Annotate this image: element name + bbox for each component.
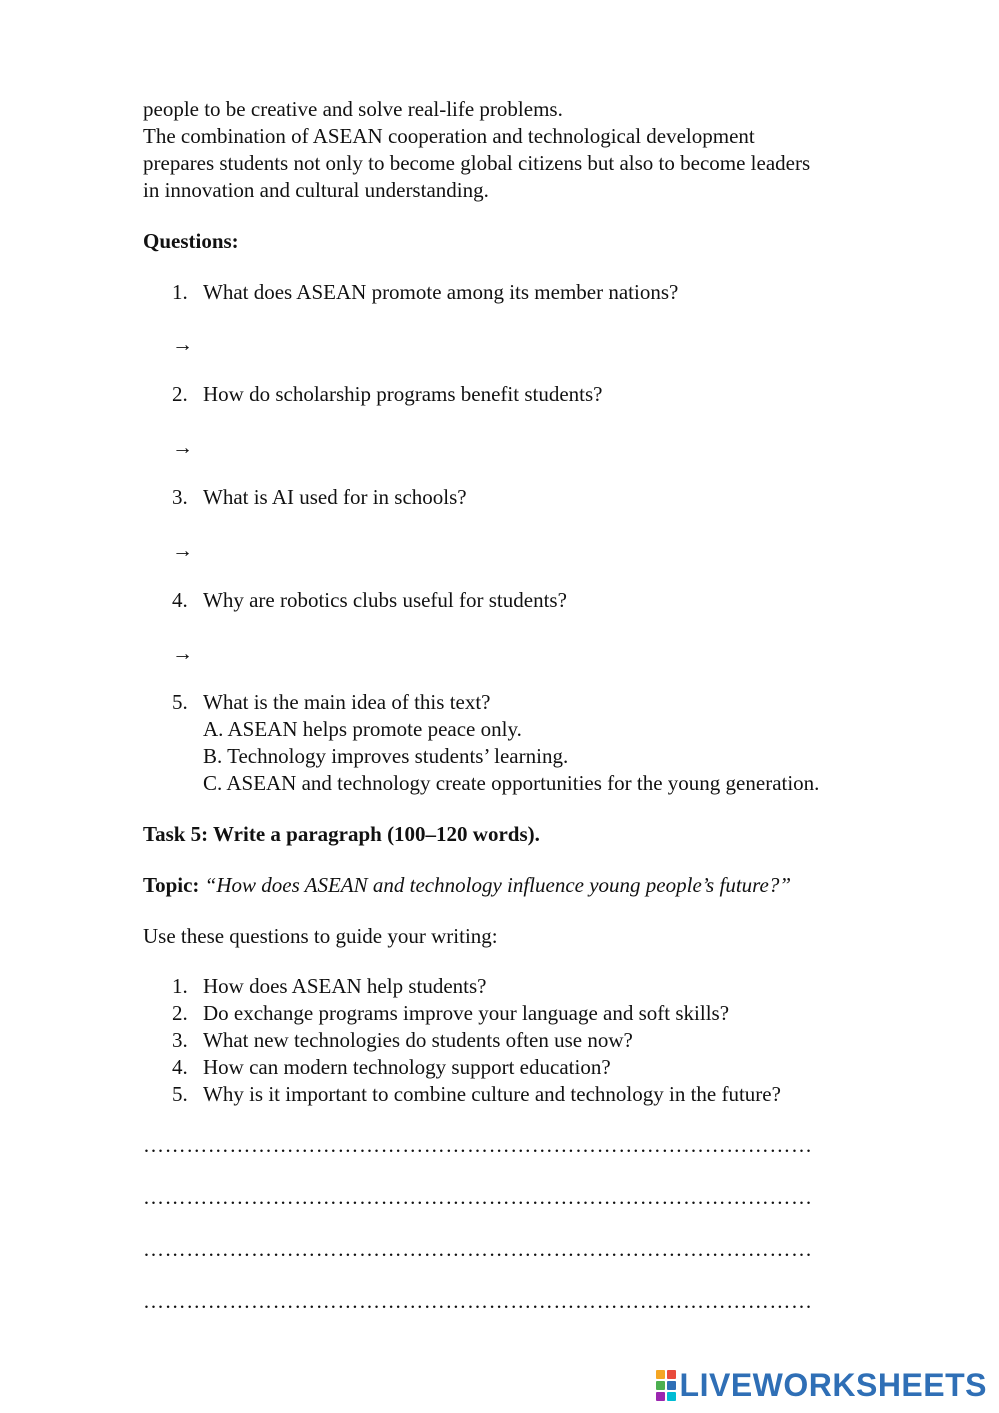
- questions-heading: Questions:: [143, 229, 239, 253]
- question-number: 4.: [172, 588, 188, 612]
- answer-arrow-icon: →: [172, 332, 193, 356]
- logo-square: [656, 1392, 665, 1401]
- logo-square: [667, 1370, 676, 1379]
- question-text: Why are robotics clubs useful for students?: [203, 588, 567, 612]
- liveworksheets-logo-icon: [656, 1370, 676, 1401]
- answer-option[interactable]: A. ASEAN helps promote peace only.: [203, 717, 522, 741]
- guide-number: 2.: [172, 1001, 188, 1025]
- answer-arrow-icon: →: [172, 641, 193, 665]
- answer-line[interactable]: …………………………………………………………………………………: [143, 1133, 813, 1157]
- guide-question: What new technologies do students often use now?: [203, 1028, 633, 1052]
- guide-number: 1.: [172, 974, 188, 998]
- intro-line: people to be creative and solve real-life problems.: [143, 97, 563, 121]
- topic-text: “How does ASEAN and technology influence young people’s future?”: [204, 873, 792, 897]
- question-text: How do scholarship programs benefit students?: [203, 382, 603, 406]
- question-text: What is AI used for in schools?: [203, 485, 467, 509]
- guide-question: How can modern technology support education?: [203, 1055, 611, 1079]
- answer-arrow-icon: →: [172, 538, 193, 562]
- answer-line[interactable]: …………………………………………………………………………………: [143, 1237, 813, 1261]
- answer-arrow-icon: →: [172, 435, 193, 459]
- logo-square: [667, 1381, 676, 1390]
- guide-text: Use these questions to guide your writing:: [143, 924, 498, 948]
- logo-square: [656, 1381, 665, 1390]
- liveworksheets-logo-text: LIVEWORKSHEETS: [679, 1366, 987, 1403]
- guide-question: How does ASEAN help students?: [203, 974, 487, 998]
- question-number: 3.: [172, 485, 188, 509]
- question-number: 1.: [172, 280, 188, 304]
- intro-line: The combination of ASEAN cooperation and technological development: [143, 124, 755, 148]
- answer-line[interactable]: …………………………………………………………………………………: [143, 1185, 813, 1209]
- guide-question: Do exchange programs improve your language and soft skills?: [203, 1001, 730, 1025]
- topic-line: [143, 872, 791, 899]
- guide-number: 5.: [172, 1082, 188, 1106]
- answer-line[interactable]: …………………………………………………………………………………: [143, 1289, 813, 1313]
- guide-number: 4.: [172, 1055, 188, 1079]
- task-title: Task 5: Write a paragraph (100–120 words).: [143, 822, 540, 846]
- question-text: What does ASEAN promote among its member nations?: [203, 280, 679, 304]
- question-text: What is the main idea of this text?: [203, 690, 491, 714]
- question-number: 2.: [172, 382, 188, 406]
- answer-option[interactable]: B. Technology improves students’ learning.: [203, 744, 569, 768]
- guide-number: 3.: [172, 1028, 188, 1052]
- guide-question: Why is it important to combine culture and technology in the future?: [203, 1082, 781, 1106]
- question-number: 5.: [172, 690, 188, 714]
- intro-line: prepares students not only to become global citizens but also to become leaders: [143, 151, 811, 175]
- answer-option[interactable]: C. ASEAN and technology create opportunities for the young generation.: [203, 771, 820, 795]
- intro-line: in innovation and cultural understanding.: [143, 178, 489, 202]
- topic-label: Topic:: [143, 873, 200, 897]
- logo-square: [656, 1370, 665, 1379]
- logo-square: [667, 1392, 676, 1401]
- liveworksheets-logo: [656, 1365, 987, 1405]
